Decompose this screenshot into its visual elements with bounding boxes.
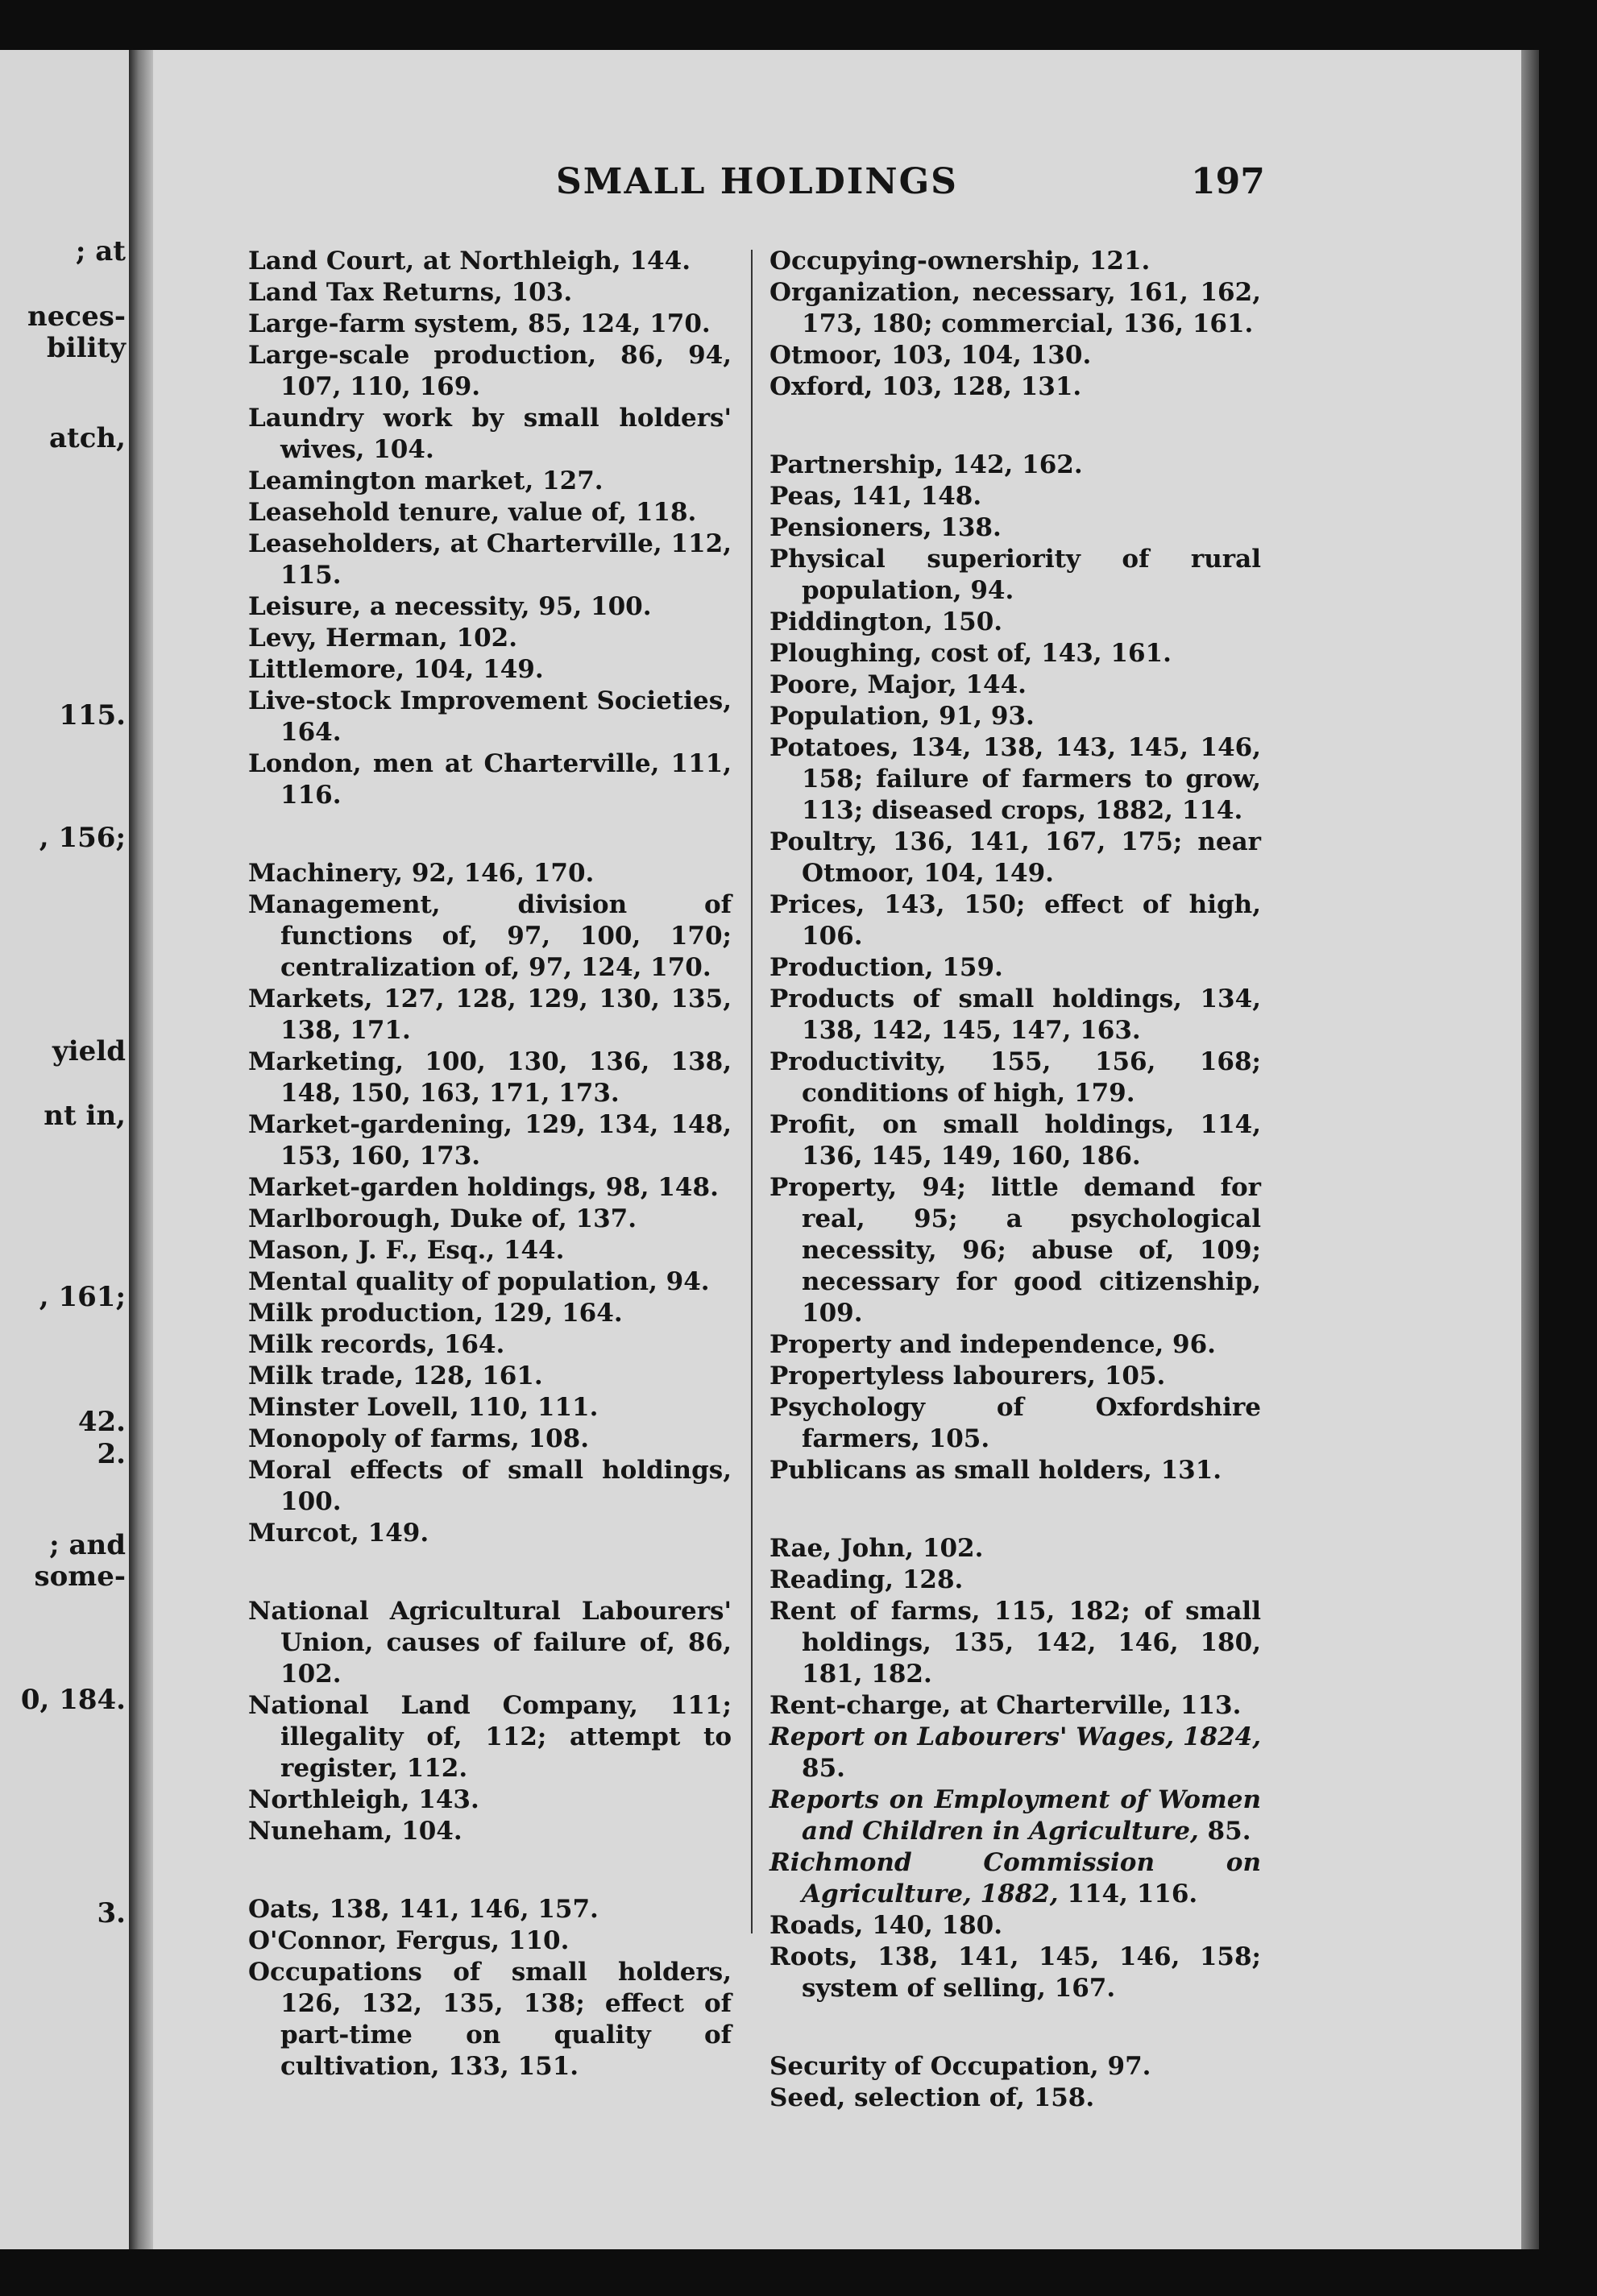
previous-page-line: some- [34, 1560, 126, 1593]
index-entry: Large-scale production, 86, 94, 107, 110, 169. [248, 341, 732, 401]
index-entry: Leasehold tenure, value of, 118. [248, 498, 697, 527]
index-entry: Occupying-ownership, 121. [769, 247, 1151, 276]
index-entry: Productivity, 155, 156, 168; conditions of high, 179. [769, 1047, 1261, 1108]
index-column-right [769, 246, 1261, 2114]
index-entry: Markets, 127, 128, 129, 130, 135, 138, 171. [248, 984, 732, 1045]
previous-page-line: 2. [97, 1438, 126, 1470]
index-entry: Minster Lovell, 110, 111. [248, 1393, 599, 1422]
index-entry: Profit, on small holdings, 114, 136, 145, 149, 160, 186. [769, 1110, 1261, 1171]
index-entry: Piddington, 150. [769, 607, 1003, 636]
index-entry: Poultry, 136, 141, 167, 175; near Otmoor, 104, 149. [769, 827, 1261, 888]
previous-page-fragment [0, 50, 129, 2249]
index-entry: Littlemore, 104, 149. [248, 655, 544, 684]
previous-page-line: 42. [77, 1406, 126, 1438]
index-entry: Machinery, 92, 146, 170. [248, 859, 595, 888]
index-entry-pages: 114, 116. [1058, 1879, 1198, 1908]
previous-page-line: 3. [97, 1897, 126, 1929]
index-entry: Market-gardening, 129, 134, 148, 153, 160, 173. [248, 1110, 732, 1171]
index-entry: National Agricultural Labourers' Union, causes of failure of, 86, 102. [248, 1597, 732, 1689]
index-entry: Pensioners, 138. [769, 513, 1002, 542]
index-entry: Ploughing, cost of, 143, 161. [769, 639, 1172, 668]
index-entry: Northleigh, 143. [248, 1785, 479, 1814]
index-entry: Seed, selection of, 158. [769, 2083, 1095, 2112]
index-entry: Security of Occupation, 97. [769, 2052, 1151, 2081]
page-edge [1521, 50, 1539, 2249]
index-entry-title: Richmond Commission on Agriculture, 1882, [769, 1848, 1261, 1908]
index-entry: Rent of farms, 115, 182; of small holdings, 135, 142, 146, 180, 181, 182. [769, 1597, 1261, 1689]
index-entry: Live-stock Improvement Societies, 164. [248, 686, 732, 747]
index-entry: Marketing, 100, 130, 136, 138, 148, 150, 163, 171, 173. [248, 1047, 732, 1108]
index-entry: Organization, necessary, 161, 162, 173, 180; commercial, 136, 161. [769, 278, 1261, 338]
index-entry-pages: 85. [1198, 1817, 1251, 1846]
index-entry: Otmoor, 103, 104, 130. [769, 341, 1092, 370]
index-entry: Leamington market, 127. [248, 466, 604, 495]
index-entry: Occupations of small holders, 126, 132, 135, 138; effect of part-time on quality of cultivation, 133, 151. [248, 1958, 732, 2081]
index-entry [769, 1847, 1261, 1910]
index-entry: Poore, Major, 144. [769, 670, 1027, 699]
index-entry: Oats, 138, 141, 146, 157. [248, 1895, 599, 1924]
index-entry: Milk records, 164. [248, 1330, 505, 1359]
index-entry: Partnership, 142, 162. [769, 450, 1083, 479]
book-gutter [129, 50, 153, 2249]
index-column-left [248, 246, 732, 2083]
index-entry-title: Reports on Employment of Women and Children in Agriculture, [769, 1785, 1261, 1846]
index-entry: Production, 159. [769, 953, 1003, 982]
index-entry: Mental quality of population, 94. [248, 1267, 710, 1296]
index-entry: Management, division of functions of, 97, 100, 170; centralization of, 97, 124, 170. [248, 890, 732, 982]
index-entry: Laundry work by small holders' wives, 104. [248, 404, 732, 464]
previous-page-line: , 156; [39, 822, 126, 854]
index-entry: Leaseholders, at Charterville, 112, 115. [248, 529, 732, 590]
index-entry: Products of small holdings, 134, 138, 142, 145, 147, 163. [769, 984, 1261, 1045]
index-entry: Property, 94; little demand for real, 95; a psychological necessity, 96; abuse of, 109; necessary for good citizenship, 109. [769, 1173, 1261, 1328]
previous-page-line: neces- [27, 300, 126, 333]
index-entry: Reading, 128. [769, 1565, 964, 1594]
index-entry: Nuneham, 104. [248, 1817, 463, 1846]
column-divider [751, 250, 753, 1933]
index-entry-pages: 85. [802, 1754, 845, 1783]
index-entry: Levy, Herman, 102. [248, 624, 518, 653]
previous-page-line: , 161; [39, 1281, 126, 1313]
index-entry: Monopoly of farms, 108. [248, 1424, 590, 1453]
page-number: 197 [1191, 161, 1265, 202]
index-entry: Milk trade, 128, 161. [248, 1361, 543, 1390]
previous-page-line: 115. [59, 699, 126, 731]
previous-page-line: yield [52, 1035, 126, 1067]
index-entry: London, men at Charterville, 111, 116. [248, 749, 732, 810]
index-entry: Property and independence, 96. [769, 1330, 1216, 1359]
index-entry: Roots, 138, 141, 145, 146, 158; system of selling, 167. [769, 1942, 1261, 2003]
index-entry: O'Connor, Fergus, 110. [248, 1926, 570, 1955]
index-entry: Psychology of Oxfordshire farmers, 105. [769, 1393, 1261, 1453]
index-entry: Mason, J. F., Esq., 144. [248, 1236, 565, 1265]
index-entry [769, 1784, 1261, 1847]
index-entry: Publicans as small holders, 131. [769, 1456, 1222, 1485]
previous-page-line: ; and [49, 1529, 126, 1561]
index-entry [769, 1722, 1261, 1784]
previous-page-line: bility [47, 332, 126, 364]
index-entry: Roads, 140, 180. [769, 1911, 1003, 1940]
index-entry: National Land Company, 111; illegality of, 112; attempt to register, 112. [248, 1691, 732, 1783]
index-entry: Rae, John, 102. [769, 1534, 984, 1563]
index-entry: Oxford, 103, 128, 131. [769, 372, 1082, 401]
index-entry: Rent-charge, at Charterville, 113. [769, 1691, 1242, 1720]
index-entry: Marlborough, Duke of, 137. [248, 1204, 637, 1233]
index-entry: Murcot, 149. [248, 1519, 429, 1548]
index-entry: Large-farm system, 85, 124, 170. [248, 309, 711, 338]
index-entry: Land Court, at Northleigh, 144. [248, 247, 691, 276]
previous-page-line: nt in, [44, 1100, 126, 1132]
index-entry-title: Report on Labourers' Wages, 1824, [769, 1722, 1261, 1751]
index-entry: Moral effects of small holdings, 100. [248, 1456, 732, 1516]
index-entry: Peas, 141, 148. [769, 482, 982, 511]
index-entry: Physical superiority of rural population, 94. [769, 545, 1261, 605]
previous-page-line: ; at [75, 235, 126, 267]
index-entry: Population, 91, 93. [769, 702, 1035, 731]
previous-page-line: atch, [49, 422, 126, 454]
index-entry: Milk production, 129, 164. [248, 1299, 623, 1328]
index-entry: Market-garden holdings, 98, 148. [248, 1173, 719, 1202]
index-entry: Prices, 143, 150; effect of high, 106. [769, 890, 1261, 951]
previous-page-line: 0, 184. [20, 1684, 126, 1716]
index-entry: Potatoes, 134, 138, 143, 145, 146, 158; failure of farmers to grow, 113; diseased crops, 1882, 114. [769, 733, 1261, 825]
index-entry: Leisure, a necessity, 95, 100. [248, 592, 652, 621]
running-head: SMALL HOLDINGS [556, 161, 958, 202]
index-entry: Land Tax Returns, 103. [248, 278, 573, 307]
index-entry: Propertyless labourers, 105. [769, 1361, 1166, 1390]
